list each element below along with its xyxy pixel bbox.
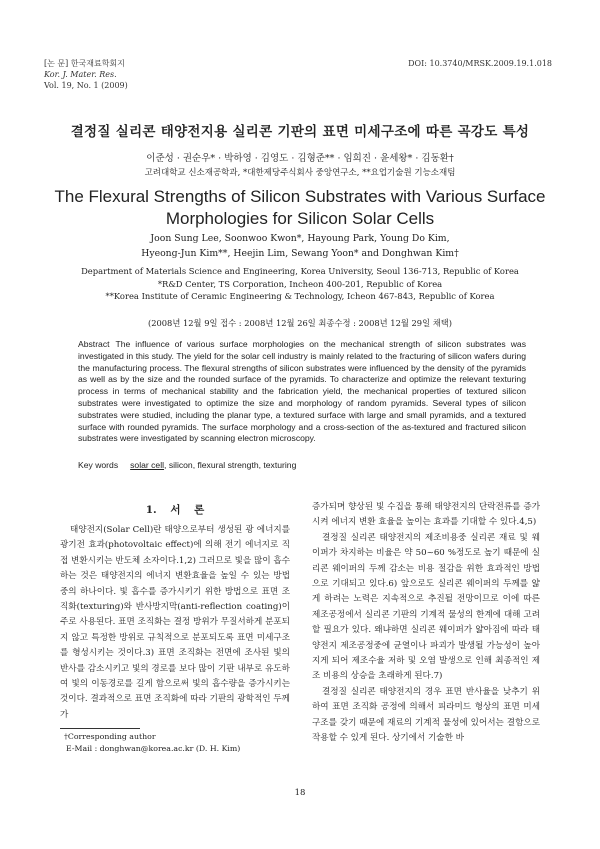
journal-abbreviation: Kor. J. Mater. Res.	[44, 70, 117, 79]
doi: DOI: 10.3740/MRSK.2009.19.1.018	[408, 59, 552, 68]
body-paragraph: 태양전지(Solar Cell)란 태양으로부터 생성된 광 에너지를 광기전 효과(photovoltaic effect)에 의해 전기 에너지로 직접 변환시키는 반도체 소자이다.1,2) 그러므로 빛을 많이 흡수하는 것은 태양전지의 에너지 변환효율을 높일 수 있는 방법 중의 하나이다. 빛 흡수를 증가시키기 위한 방법으로 표면 조직화(texturing)와 반사방지막(anti-reflection coating)이 주로 사용된다. 표면 조직화는 결정 방위가 무질서하게 분포되지 않고 특정한 방위로 규칙적으로 분포되도록 표면 미세구조를 형성시키는 것이다.3) 표면 조직화는 전면에 조사된 빛의 반사를 감소시키고 빛의 경로를 보다 많이 기판 내부로 유도하여 빛의 이동경로를 길게 함으로써 빛의 흡수량을 증가시키는 것이다. 결과적으로 표면 조직화에 따라 기판의 광학적인 두께가	[60, 525, 290, 720]
affiliation-en-2: *R&D Center, TS Corporation, Incheon 400-201, Republic of Korea	[157, 278, 443, 289]
paper-title-english	[0, 186, 600, 230]
authors-korean: 이준성 · 권순우* · 박하영 · 김영도 · 김형준** · 임희진 · 윤세왕* · 김동환†	[146, 153, 454, 164]
footnote-email: E-Mail : donghwan@korea.ac.kr (D. H. Kim)	[66, 744, 241, 753]
footnote-corresponding: †Corresponding author	[64, 732, 156, 741]
footnote	[64, 731, 240, 755]
affiliations-english	[0, 265, 600, 303]
affiliation-korean: 고려대학교 신소재공학과, *대한제당주식회사 중앙연구소, **요업기술원 기능소재팀	[144, 168, 456, 178]
received-dates: (2008년 12월 9일 접수 : 2008년 12월 26일 최종수정 : 2008년 12월 29일 채택)	[147, 318, 452, 328]
authors-en-line1: Joon Sung Lee, Soonwoo Kwon*, Hayoung Park, Young Do Kim,	[150, 233, 450, 244]
journal-header	[44, 58, 128, 91]
abstract	[78, 339, 526, 445]
right-column	[312, 500, 540, 747]
journal-name-ko: [논 문] 한국재료학회지	[44, 59, 125, 68]
keywords-rest: , silicon, flexural strength, texturing	[164, 460, 297, 470]
affiliation-en-1: Department of Materials Science and Engineering, Korea University, Seoul 136-713, Republic of Korea	[81, 266, 519, 276]
authors-en-line2: Hyeong-Jun Kim**, Heejin Lim, Sewang Yoon* and Donghwan Kim†	[141, 248, 459, 259]
body-paragraph: 증가되며 향상된 빛 수집을 통해 태양전지의 단락전류를 증가시켜 에너지 변환 효율을 높이는 효과를 기대할 수 있다.4,5)	[312, 502, 540, 528]
abstract-text: The influence of various surface morphologies on the mechanical strength of silicon substrates was investigated in this study. The yield for the solar cell industry is mainly related to the fracturing of silicon wafers during the manufacturing process. The flexural strengths of silicon substrates were influenced by the density of the pyramids as well as by the size and the rounded surface of the pyramids. To characterize and optimize the relevant texturing process in terms of mechanical stability and the fabrication yield, the mechanical properties of textured silicon substrates were investigated to optimize the size and morphology of random pyramids. Several types of silicon substrates were studied, including the planar type, a textured surface with large and small pyramids, and a textured surface with rounded pyramids. The surface morphology and a cross-section of the as-textured and fractured silicon substrates were investigated by scanning electron microscopy.	[78, 339, 526, 444]
title-en-line2: Morphologies for Silicon Solar Cells	[165, 209, 435, 228]
page-number: 18	[294, 788, 306, 798]
section-title-introduction: 1. 서 론	[145, 504, 205, 516]
affiliation-en-3: **Korea Institute of Ceramic Engineering & Technology, Icheon 467-843, Republic of Korea	[105, 291, 495, 301]
paper-title-korean: 결정질 실리콘 태양전지용 실리콘 기판의 표면 미세구조에 따른 곡강도 특성	[70, 124, 530, 140]
body-paragraph: 결정질 실리콘 태양전지의 제조비용중 실리콘 재료 및 웨이퍼가 차지하는 비율은 약 50~60 %정도로 높기 때문에 실리콘 웨이퍼의 두께 감소는 비용 절감을 위한 효과적인 방법으로 기대되고 있다.6) 앞으로도 실리콘 웨이퍼의 두께를 얇게 하려는 노력은 지속적으로 추진될 전망이므로 이에 따른 제조공정에서 실리콘 기판의 기계적 물성의 한계에 대해 고려할 필요가 있다. 왜냐하면 실리콘 웨이퍼가 얇아짐에 따라 태양전지 제조공정중에 균열이나 파괴가 발생될 가능성이 높아지게 되어 제조수율 저하 및 오염 발생으로 인해 최종적인 제조 비용의 상승을 초래하게 된다.7)	[312, 532, 540, 682]
journal-volume: Vol. 19, No. 1 (2009)	[44, 81, 128, 90]
body-paragraph: 결정질 실리콘 태양전지의 경우 표면 반사율을 낮추기 위하여 표면 조직화 공정에 의해서 피라미드 형상의 표면 미세구조를 갖기 때문에 재료의 기계적 물성에 있어서는 결함으로 작용할 수 있게 된다. 상기에서 기술한 바	[312, 686, 540, 744]
abstract-label: Abstract	[78, 339, 110, 349]
footnote-divider	[60, 728, 140, 729]
keyword-link[interactable]: solar cell	[130, 460, 165, 470]
title-en-line1: The Flexural Strengths of Silicon Substrates with Various Surface	[54, 187, 546, 206]
authors-english	[0, 231, 600, 261]
left-column	[60, 523, 290, 723]
keywords	[78, 460, 526, 470]
keywords-label: Key words	[78, 460, 119, 470]
